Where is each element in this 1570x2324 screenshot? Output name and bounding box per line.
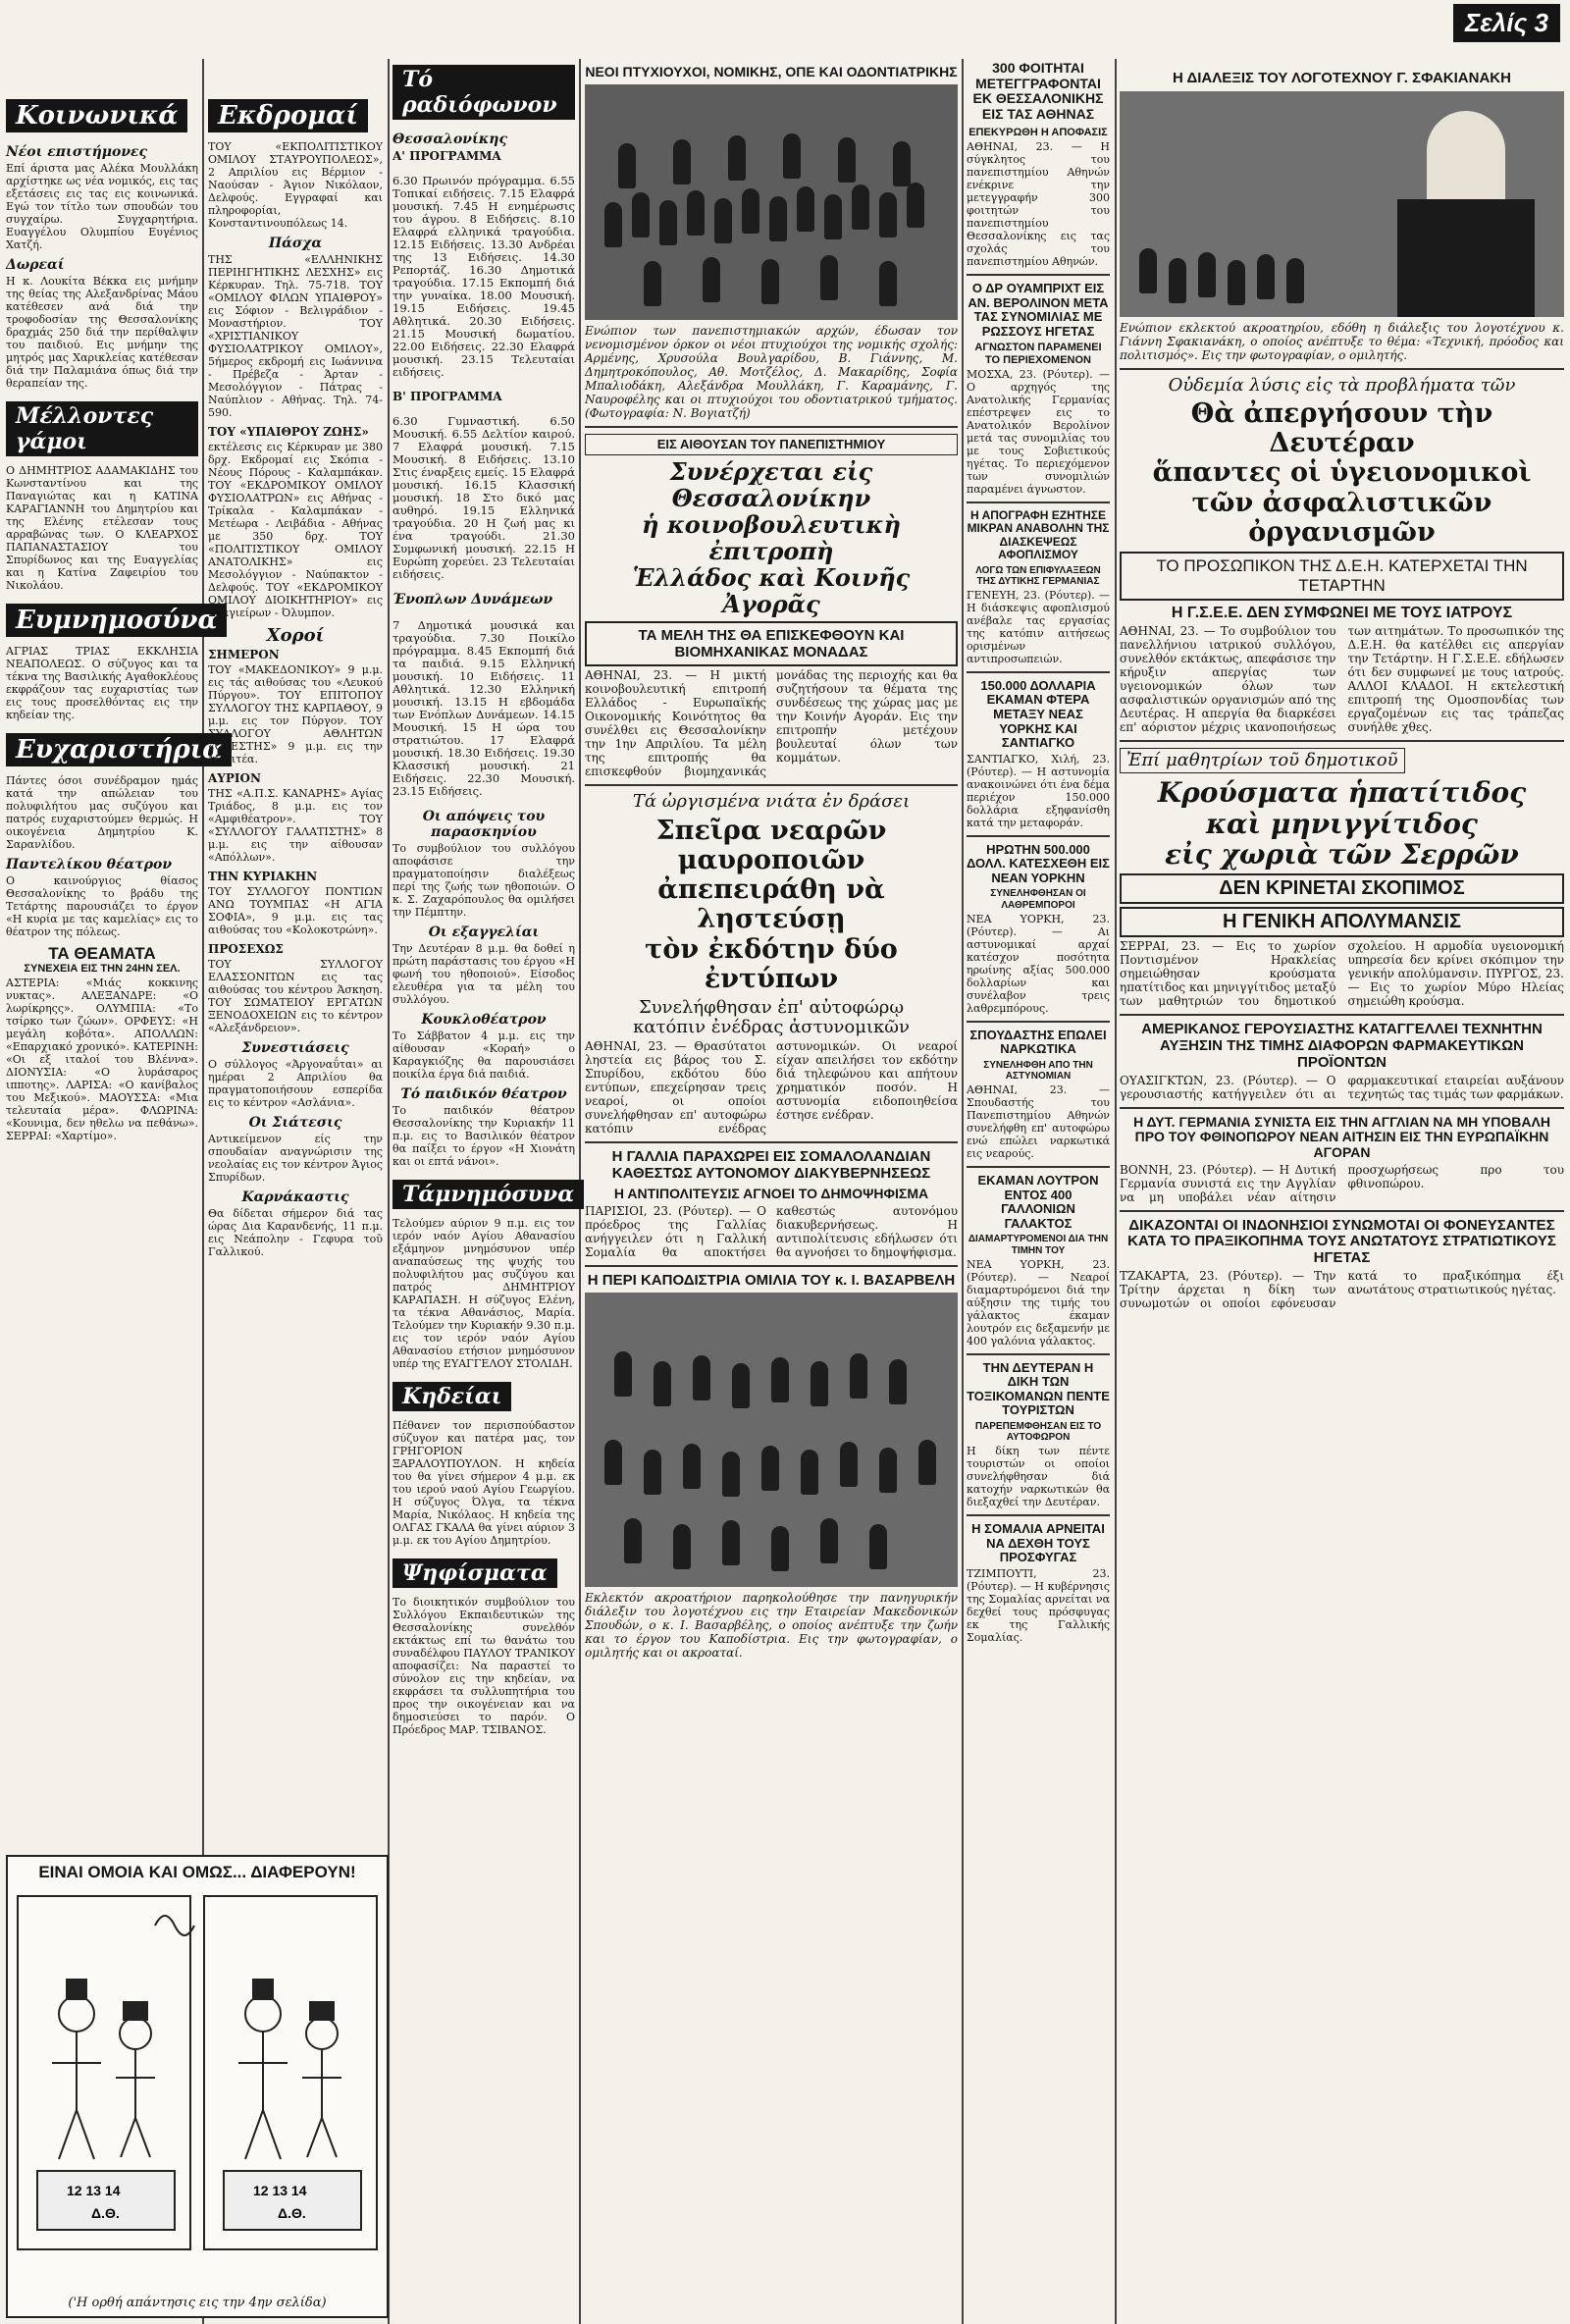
article-text: ΣΑΝΤΙΑΓΚΟ, Χιλή, 23. (Ρόυτερ). — Η αστυνομία ανακοινώνει ότι ένα δέμα περιέχον 150.000 δολλάρια εξηφανίσθη κατά την μεταφοράν. [967, 752, 1110, 829]
subheading: Δωρεαί [6, 257, 65, 273]
article-text: ΜΟΣΧΑ, 23. (Ρόυτερ). — Ο αρχηγός της Ανατολικής Γερμανίας επέστρεψεν εις το Ανατολικόν Βερολίνον μετά τας συνομιλίας του με τους Σοβιετικούς ηγέτας. Το περιεχόμενον των συνομιλιών παραμένει άγνωστον. [967, 367, 1110, 496]
section-header-resolutions: Ψηφίσματα [392, 1558, 557, 1588]
photo-caption: Ενώπιον των πανεπιστημιακών αρχών, έδωσαν τον νενομισμένον όρκον οι νέοι πτυχιούχοι της νομικής σχολής: Αρμένης, Χρυσούλα Βουλγαρίδου, Β. Γιάννης, Μ. Δημητροκόπουλος, Αθ. Μοτζέλος, Δ. Μακαρίδης, Σοφία Μπαλιοδάκη, Αλεξάνδρα Μουλλάκη, Γ. Καραμάνης, Γ. Ναυροφέλης και οι πτυχιούχοι του οδοντιατρικού τμήματος. (Φωτογραφία: Ν. Βογιατζή) [585, 323, 958, 420]
article-text: ΑΘΗΝΑΙ, 23. — Η μικτή κοινοβουλευτική επιτροπή Ελλάδος - Ευρωπαϊκής Οικονομικής Κοινότητος θα συνέλθει εις Θεσσαλονίκην την 1ην Απριλίου. Τα μέλη της επιτροπής θα επισκεφθούν βιομηχανικάς μονάδας της περιοχής και θα συζητήσουν τα θέματα της συνδέσεως της χώρας μας με την Κοινήν Αγοράν. Εις την επιτροπήν μετέχουν βουλευταί όλων των κομμάτων. [585, 668, 958, 779]
article-text: ΑΓΡΙΑΣ ΤΡΙΑΣ ΕΚΚΛΗΣΙΑ ΝΕΑΠΟΛΕΩΣ. Ο σύζυγος και τα τέκνα της Βασιλικής Αγαθοκλέους εκφράζουν τας ευχαριστίας των εις τους προσελθόντας εις την κηδείαν της. [6, 645, 198, 721]
headline-line: Κρούσματα ἡπατίτιδος [1157, 776, 1527, 810]
headline: ΤΗΝ ΔΕΥΤΕΡΑΝ Η ΔΙΚΗ ΤΩΝ ΤΟΞΙΚΟΜΑΝΩΝ ΠΕΝΤΕ ΤΟΥΡΙΣΤΩΝ [967, 1359, 1110, 1418]
article-text: ΒΟΝΝΗ, 23. (Ρόυτερ). — Η Δυτική Γερμανία συνιστά εις την Αγγλίαν να μη υποβάλει νέαν αίτησιν προσχωρήσεως προ του φθινοπώρου. [1120, 1162, 1564, 1204]
article-text: Η δίκη των πέντε τουριστών οι οποίοι συνελήφθησαν διά κατοχήν ναρκωτικών θα διεξαχθεί την Δευτέραν. [967, 1445, 1110, 1509]
section-header-memorials: Ευμνημοσύνα [6, 604, 227, 637]
section-header-thanks: Ευχαριστήρια [6, 733, 232, 766]
headline: Η ΓΑΛΛΙΑ ΠΑΡΑΧΩΡΕΙ ΕΙΣ ΣΟΜΑΛΟΛΑΝΔΙΑΝ ΚΑΘΕΣΤΩΣ ΑΥΤΟΝΟΜΟΥ ΔΙΑΚΥΒΕΡΝΗΣΕΩΣ [611, 1148, 931, 1183]
lecture-photo [585, 1293, 958, 1587]
article-text: ΤΖΙΜΠΟΥΤΙ, 23. (Ρόυτερ). — Η κυβέρνησις της Σομαλίας αρνείται να δεχθεί τους πρόσφυγας εκ της Γαλλικής Σομαλίας. [967, 1566, 1110, 1644]
kicker: Ἐπί μαθητρίων τοῦ δημοτικοῦ [1120, 748, 1405, 773]
headline-line: τῶν ἀσφαλιστικῶν ὀργανισμῶν [1191, 487, 1492, 548]
headline: 150.000 ΔΟΛΛΑΡΙΑ ΕΚΑΜΑΝ ΦΤΕΡΑ ΜΕΤΑΞΥ ΝΕΑΣ ΥΟΡΚΗΣ ΚΑΙ ΣΑΝΤΙΑΓΚΟ [980, 677, 1096, 751]
subheadline: ΔΙΑΜΑΡΤΥΡΟΜΕΝΟΙ ΔΙΑ ΤΗΝ ΤΙΜΗΝ ΤΟΥ [968, 1234, 1109, 1256]
cartoon-box [6, 1855, 389, 2318]
subheading: ΑΥΡΙΟΝ [208, 771, 261, 785]
subheading: ΠΡΟΣΕΧΩΣ [208, 942, 284, 956]
cartoon-sign: Δ.Θ. [278, 2205, 306, 2221]
article-text: ΠΑΡΙΣΙΟΙ, 23. (Ρόυτερ). — Ο πρόεδρος της Γαλλίας ανήγγειλεν ότι η Γαλλική Σομαλία θα αποκτήσει καθεστώς αυτονόμου διακυβερνήσεως. Η αντιπολίτευσις εδήλωσεν ότι θα αγνοήσει το δημοψήφισμα. [585, 1203, 958, 1259]
headline-line: καὶ μηνιγγίτιδος [1206, 807, 1478, 840]
headline: Ο ΔΡ ΟΥΑΜΠΡΙΧΤ ΕΙΣ ΑΝ. ΒΕΡΟΛΙΝΟΝ ΜΕΤΑ ΤΑΣ ΣΥΝΟΜΙΛΙΑΣ ΜΕ ΡΩΣΣΟΥΣ ΗΓΕΤΑΣ [968, 281, 1109, 339]
subheadline-box: ΤΟ ΠΡΟΣΩΠΙΚΟΝ ΤΗΣ Δ.Ε.Η. ΚΑΤΕΡΧΕΤΑΙ ΤΗΝ ΤΕΤΑΡΤΗΝ [1120, 552, 1564, 601]
subheadline: ΣΥΝΕΛΗΦΘΗ ΑΠΟ ΤΗΝ ΑΣΤΥΝΟΜΙΑΝ [983, 1059, 1093, 1082]
article-text: Επί άριστα μας Αλέκα Μουλλάκη αρχίστηκε ως νέα νομικός, εις τας εξετάσεις εις τας εις κοινωνικά. Εγώ τον τίτλο των σπουδών του συγχαίρω. Συγχαρητήρια. Ευαγγέλου Ολυμπίου Ευγένιος Χατζή. [6, 162, 198, 251]
article-text: ΑΘΗΝΑΙ, 23. — Σπουδαστής του Πανεπιστημίου Αθηνών συνελήφθη επ' αυτοφώρω ενώ επώλει ναρκωτικά εις νεαρούς. [967, 1083, 1110, 1161]
article-text: ΑΘΗΝΑΙ, 23. — Το συμβούλιον του πανελλήνιου ιατρικού συλλόγου, συνελθόν εκτάκτως, απεφάσισε την κήρυξιν απεργίας των υγειονομικών όλων των ασφαλιστικών οργανισμών από της Δευτέρας. Η απεργία θα διαρκέσει επ' αόριστον μέχρις ικανοποιήσεως των αιτημάτων. Το προσωπικόν της Δ.Ε.Η. θα κατέλθει εις απεργίαν την Τετάρτην. Η Γ.Σ.Ε.Ε. εδήλωσεν ότι δεν συμφωνεί με τους ιατρούς. ΑΛΛΟΙ ΚΛΑΔΟΙ. Η εκτελεστική επιτροπή της Ομοσπονδίας των εργαζομένων εις τας τράπεζας συνήλθε χθες. [1120, 624, 1564, 735]
photo-caption: Ενώπιον εκλεκτού ακροατηρίου, εδόθη η διάλεξις του λογοτέχνου κ. Γιάννη Σφακιανάκη, ο οποίος ανέπτυξε το θέμα: «Τεχνική, πρόοδος και πολιτισμός». Εις την φωτογραφίαν, ο ομιλητής. [1120, 320, 1564, 362]
article-text: ΑΘΗΝΑΙ, 23. — Η σύγκλητος του πανεπιστημίου Αθηνών ενέκρινε την μετεγγραφήν 300 φοιτητών του πανεπιστημίου Θεσσαλονίκης εις τας σχολάς του πανεπιστημίου Αθηνών. [967, 140, 1110, 268]
headline: ΔΙΚΑΖΟΝΤΑΙ ΟΙ ΙΝΔΟΝΗΣΙΟΙ ΣΥΝΩΜΟΤΑΙ ΟΙ ΦΟΝΕΥΣΑΝΤΕΣ ΚΑΤΑ ΤΟ ΠΡΑΞΙΚΟΠΗΜΑ ΤΟΥΣ ΑΝΩΤΑΤΟΥΣ ΣΤΡΑΤΙΩΤΙΚΟΥΣ ΗΓΕΤΑΣ [1127, 1216, 1556, 1267]
article-text: ΝΕΑ ΥΟΡΚΗ, 23. (Ρόυτερ). — Νεαροί διαμαρτυρόμενοι διά την αύξησιν της τιμής του γάλακτος έκαμαν λουτρόν εις δεξαμενήν με 400 γαλόνια γάλακτος. [967, 1257, 1110, 1347]
section-header-radio: Τό ραδιόφωνον [392, 65, 575, 120]
cartoon-caption: ('Η ορθή απάντησις εις την 4ην σελίδα) [68, 2296, 327, 2310]
article-text: Το Σάββατον 4 μ.μ. εις την αίθουσαν «Κοραή» ο Καραγκιόζης θα παρουσιάσει ποικίλα έργα διά παιδιά. [392, 1030, 575, 1081]
article-text: ΤΗΣ «ΕΛΛΗΝΙΚΗΣ ΠΕΡΙΗΓΗΤΙΚΗΣ ΛΕΣΧΗΣ» εις Κέρκυραν. Τηλ. 75-718. ΤΟΥ «ΟΜΙΛΟΥ ΦΙΛΩΝ ΥΠΑΙΘΡΟΥ» εις Σόφιον - Βελιγράδιον - Μοναστήριον. ΤΟΥ «ΧΡΙΣΤΙΑΝΙΚΟΥ ΦΥΣΙΟΛΑΤΡΙΚΟΥ ΟΜΙΛΟΥ», 5ήμερος εκδρομή εις Ιωάννινα - Πρέβεζα - Άρταν - Μεσολόγγιον - Πάτρας - Ναύπλιον - Αθήνας. Τηλ. 74-590. [208, 253, 383, 419]
page-number: Σελίς 3 [1453, 4, 1560, 42]
divider [585, 426, 958, 428]
divider [967, 671, 1110, 673]
headline-line: Συνέρχεται εἰς Θεσσαλονίκην [669, 457, 873, 513]
article-text: Πέθανεν τον περισπούδαστον σύζυγον και πατέρα μας, τον ΓΡΗΓΟΡΙΟΝ ΞΑΡΑΛΟΥΠΟΥΛΟΝ. Η κηδεία του θα γίνει σήμερον 4 μ.μ. εκ του ιερού ναού Αγίου Γεωργίου. Η σύζυγος Όλγα, τα τέκνα Μαρία, Νικόλαος. Η κηδεία της ΟΛΓΑΣ ΓΚΑΛΑ θα γίνει αύριον 3 μ.μ. εκ του Αγίου Δημητρίου. [392, 1419, 575, 1547]
lecture-speaker-photo [1120, 91, 1564, 317]
subheading: Οι απόψεις του παρασκηνίου [422, 809, 546, 840]
section-header-social: Κοινωνικά [6, 99, 187, 132]
article-text: ΤΟΥ «ΜΑΚΕΔΟΝΙΚΟΥ» 9 μ.μ. εις τάς αιθούσας του «Λευκού Πύργου». ΤΟΥ ΕΠΙΤΟΠΟΥ ΣΥΛΛΟΓΟΥ ΤΗΣ ΚΑΡΠΑΘΟΥ, 9 μ.μ. εις τον Πύργον. ΤΟΥ ΣΥΛΛΟΓΟΥ ΑΘΛΗΤΩΝ «ΟΡΕΣΤΗΣ» 9 μ.μ. εις την Μελιτέα. [208, 663, 383, 766]
column-6 [1120, 0, 1564, 2324]
headline-line: ἡ κοινοβουλευτικὴ ἐπιτροπὴ [642, 509, 901, 565]
subheadline: ΠΑΡΕΠΕΜΦΘΗΣΑΝ ΕΙΣ ΤΟ ΑΥΤΟΦΩΡΟΝ [974, 1420, 1102, 1444]
article-text: ΤΖΑΚΑΡΤΑ, 23. (Ρόυτερ). — Την Τρίτην άρχεται η δίκη των συνωμοτών οι οποίοι εφόνευσαν κατά το πραξικόπημα έξι ανωτάτους στρατιωτικούς ηγέτας. [1120, 1269, 1564, 1311]
cartoon-drawing [8, 1886, 387, 2298]
headline-line: ἅπαντες οἱ ὑγειονομικοὶ [1152, 457, 1532, 489]
section-header-funerals: Κηδείαι [392, 1382, 511, 1411]
photo-headline: Η ΠΕΡΙ ΚΑΠΟΔΙΣΤΡΙΑ ΟΜΙΛΙΑ ΤΟΥ κ. Ι. ΒΑΣΑΡΒΕΛΗ [587, 1271, 956, 1289]
radio-program: 6.30 Γυμναστική. 6.50 Μουσική. 6.55 Δελτίον καιρού. 7 Ελαφρά μουσική. 7.15 Μουσική. 8 Ειδήσεις. 13.10 Στις έναρξεις εμείς. 15 Ελαφρά μουσική. 16.15 Κλασσική μουσική. 18 Στο δικό μας αυθηρό. 19.15 Ελληνικά τραγούδια. 20 Η ζωή μας κι ένα τραγούδι. 21.30 Συμφωνική μουσική. 22.15 Η Ευρώπη χορεύει. 23 Τελευταίαι ειδήσεις. [392, 413, 575, 581]
column-rule [1115, 59, 1117, 2324]
subheading: Κουκλοθέατρον [421, 1012, 547, 1028]
headline-line: ἀπεπειράθη νὰ ληστεύσῃ [657, 874, 885, 935]
subheading: Οι εξαγγελίαι [428, 924, 540, 940]
headline [585, 459, 958, 617]
divider [585, 784, 958, 786]
subheading: Τό παιδικόν θέατρον [400, 1086, 567, 1102]
divider [967, 274, 1110, 276]
section-header-excursions: Εκδρομαί [208, 99, 368, 132]
headline-line: Ἑλλάδος καὶ Κοινῆς Ἀγορᾶς [632, 562, 911, 618]
article-text: ΤΟΥ «ΕΚΠΟΛΙΤΙΣΤΙΚΟΥ ΟΜΙΛΟΥ ΣΤΑΥΡΟΥΠΟΛΕΩΣ», 2 Απριλίου εις Βέρμιον - Ναούσαν - Άγιον Νικόλαον, Δελφούς. Εγγραφαί και πληροφορίαι, Κονσταντινουπόλεως 14. [208, 140, 383, 230]
divider [967, 1021, 1110, 1023]
headline-line: εἰς χωριὰ τῶν Σερρῶν [1165, 837, 1519, 871]
subheadline-box: ΤΑ ΜΕΛΗ ΤΗΣ ΘΑ ΕΠΙΣΚΕΦΘΟΥΝ ΚΑΙ ΒΙΟΜΗΧΑΝΙΚΑΣ ΜΟΝΑΔΑΣ [585, 621, 958, 666]
article-text: εκτέλεσις εις Κέρκυραν με 380 δρχ. Εκδρομαί εις Σκόπια - Νέους Πόρους - Καλαμπάκαν. ΤΟΥ «ΕΚΔΡΟΜΙΚΟΥ ΟΜΙΛΟΥ ΦΥΣΙΟΛΑΤΡΩΝ» εις Αθήνας - Τρίκαλα - Καλαμπάκαν - Μετέωρα - Λειβάδια - Αθήνας με 350 δρχ. ΤΟΥ «ΠΟΛΙΤΙΣΤΙΚΟΥ ΟΜΙΛΟΥ ΑΝΑΤΟΛΙΚΗΣ» εις Μεσολόγγιον - Ναύπακτον - Δελφούς. ΤΟΥ «ΕΚΔΡΟΜΙΚΟΥ ΟΜΙΛΟΥ ΔΙΟΙΚΗΤΗΡΙΟΥ» εις Σταγιείρων - Όλυμπον. [208, 441, 383, 619]
subheading: Νέοι επιστήμονες [6, 144, 148, 160]
divider [967, 1353, 1110, 1355]
photo-headline: ΝΕΟΙ ΠΤΥΧΙΟΥΧΟΙ, ΝΟΜΙΚΗΣ, ΟΠΕ ΚΑΙ ΟΔΟΝΤΙΑΤΡΙΚΗΣ [585, 64, 958, 79]
subheading: ΣΗΜΕΡΟΝ [208, 648, 280, 661]
headline: ΗΡΩΤΗΝ 500.000 ΔΟΛΛ. ΚΑΤΕΣΧΕΘΗ ΕΙΣ ΝΕΑΝ ΥΟΡΚΗΝ [967, 841, 1110, 885]
radio-program: 6.30 Πρωινόν πρόγραμμα. 6.55 Τοπικαί ειδήσεις. 7.15 Ελαφρά μουσική. 7.45 Η ενημέρωσις του άγρου. 8 Ειδήσεις. 8.10 Ελαφρά ελληνικά τραγούδια. 12.15 Ειδήσεις. 13.30 Ανδρέαι της 13 Ειδήσεις. 14.30 Ρεπορτάζ. 16.30 Δημοτικά τραγούδια. 17.15 Εκπομπή διά την γυναίκα. 18.00 Μουσική. 19.15 Ειδήσεις. 19.45 Αθλητικά. 20.30 Ειδήσεις. 21.15 Μουσική δωματίου. 22.00 Ειδήσεις. 22.30 Ελαφρά μουσική. 23.15 Τελευταίαι ειδήσεις. [392, 173, 575, 379]
column-4 [585, 0, 958, 2324]
article-text: Το συμβούλιον του συλλόγου αποφάσισε την πραγματοποίησιν διαλέξεως περί της ζωής των ηθοποιών. Ο κ. Σ. Ζαχαρόπουλος θα ομιλήσει την Πέμπτην. [392, 842, 575, 919]
article-text: ΟΥΑΣΙΓΚΤΩΝ, 23. (Ρόυτερ). — Ο γερουσιαστής κατήγγειλεν ότι αι φαρμακευτικαί εταιρείαι αυξάνουν τεχνητώς τας τιμάς των φαρμάκων. [1120, 1073, 1564, 1101]
section-header-dances: Χοροί [266, 625, 325, 646]
subheading: ΤΟΥ «ΥΠΑΙΘΡΟΥ ΖΩΗΣ» [208, 425, 369, 439]
divider [1120, 1210, 1564, 1212]
section-header-memorial-services: Τάμνημόσυνα [392, 1180, 584, 1209]
subheadline: ΣΥΝΕΛΗΦΘΗΣΑΝ ΟΙ ΛΑΘΡΕΜΠΟΡΟΙ [990, 888, 1086, 911]
headline: Η ΔΥΤ. ΓΕΡΜΑΝΙΑ ΣΥΝΙΣΤΑ ΕΙΣ ΤΗΝ ΑΓΓΛΙΑΝ ΝΑ ΜΗ ΥΠΟΒΑΛΗ ΠΡΟ ΤΟΥ ΦΘΙΝΟΠΩΡΟΥ ΝΕΑΝ ΑΙΤΗΣΙΝ ΕΙΣ ΤΗΝ ΕΥΡΩΠΑΪΚΗΝ ΑΓΟΡΑΝ [1133, 1113, 1550, 1160]
divider [1120, 1107, 1564, 1109]
headline: ΣΠΟΥΔΑΣΤΗΣ ΕΠΩΛΕΙ ΝΑΡΚΩΤΙΚΑ [969, 1027, 1107, 1057]
article-text: Το παιδικόν θέατρον Θεσσαλονίκης την Κυριακήν 11 π.μ. εις το Βασιλικόν θέατρον θα παίξει το έργον «Η Χιονάτη και οι επτά νάνοι». [392, 1104, 575, 1168]
subheading: Θεσσαλονίκης [392, 132, 507, 147]
subheading: Παντελίκου θέατρον [6, 857, 173, 872]
headline: ΕΚΑΜΑΝ ΛΟΥΤΡΟΝ ΕΝΤΟΣ 400 ΓΑΛΛΟΝΙΩΝ ΓΑΛΑΚΤΟΣ [977, 1173, 1099, 1231]
article-text: ΑΣΤΕΡΙΑ: «Μιάς κοκκινης νυκτας». ΑΛΕΞΑΝΔΡΕ: «Ο λωρίκρηςς». ΟΛΥΜΠΙΑ: «Το τσίρκο των ζώων». ΟΡΦΕΥΣ: «Η μεγάλη κοβότα». ΑΠΟΛΛΩΝ: «Επαρχιακό χρονικό». ΚΑΤΕΡΙΝΗ: «Οι εξ ιταλοί του Βλέννα». ΔΙΟΝΥΣΙΑ: «Ο λυράσαρος ιπποτης». ΛΑΡΙΣΑ: «Ο κανίβαλος του Μεξικού». ΜΑΟΥΣΣΑ: «Μια τελευταία μέρα». ΦΛΩΡΙΝΑ: «Κουνιμα, δεν ηθελω να πεθάνω». ΣΕΡΡΑΙ: «Χαρτίμο». [6, 977, 198, 1143]
subheading: Α' ΠΡΟΓΡΑΜΜΑ [392, 149, 501, 163]
headline-line: Θὰ ἀπεργήσουν τὴν Δευτέραν [1190, 397, 1493, 459]
article-text: Ο σύλλογος «Άργοναΰται» αι ημέραι 2 Απριλίου θα πραγματοποιήσουν εσπερίδα εις το κέντρον «Ασλάνια». [208, 1058, 383, 1109]
headline-line: τὸν ἐκδότην δύο ἐντύπων [645, 933, 898, 994]
column-5 [967, 0, 1110, 2324]
article-text: Το διοικητικόν συμβούλιον του Συλλόγου Εκπαιδευτικών της Θεσσαλονίκης συνελθόν εκτάκτως επί τω θανάτω του συναδέλφου ΠΑΥΛΟΥ ΤΡΑΝΙΚΟΥ αποφασίζει: Να παραστεί το σύνολον εις την κηδείαν, να εκφράσει τα συλλυπητήρια του προς την οικογένειαν και να δημοσιεύσει το παρόν. Ο Πρόεδρος ΜΑΡ. ΤΣΙΒΑΝΟΣ. [392, 1596, 575, 1736]
divider [967, 1166, 1110, 1168]
headline: 300 ΦΟΙΤΗΤΑΙ ΜΕΤΕΓΓΡΑΦΟΝΤΑΙ ΕΚ ΘΕΣΣΑΛΟΝΙΚΗΣ ΕΙΣ ΤΑΣ ΑΘΗΝΑΣ [972, 60, 1104, 123]
section-header-engagements: Μέλλοντες γάμοι [6, 401, 198, 456]
kicker: ΕΙΣ ΑΙΘΟΥΣΑΝ ΤΟΥ ΠΑΝΕΠΙΣΤΗΜΙΟΥ [585, 434, 958, 456]
radio-program: 7 Δημοτικά μουσικά και τραγούδια. 7.30 Ποικίλο πρόγραμμα. 8.45 Εκπομπή διά τα παιδιά. 9.15 Ελληνική μουσική. 10 Ειδήσεις. 11 Αθλητικά. 12.30 Ελληνική μουσική. 13.15 Η εβδομάδα των Ενόπλων Δυνάμεων. 14.15 Μουσική. 15 Η ώρα του στρατιώτου. 17 Ελαφρά μουσική. 18.30 Ειδήσεις. 19.30 Κλασσική μουσική. 21 Ειδήσεις. 22.30 Μουσική. 23.15 Ειδήσεις. [392, 617, 575, 798]
subheadline: κατόπιν ἐνέδρας ἀστυνομικῶν [633, 1017, 910, 1038]
article-text: Ο καινούργιος θίασος Θεσσαλονίκης το βράδυ της Τετάρτης παρουσιάζει το έργον «Η κυρία με τας καμελίας» εις το θέατρον της πόλεως. [6, 874, 198, 938]
subheading: Συνεστιάσεις [241, 1040, 349, 1056]
article-text: Την Δευτέραν 8 μ.μ. θα δοθεί η πρώτη παράστασις του έργου «Η φωνή του ηθοποιού». Είσοδος ελευθέρα για τα μέλη του συλλόγου. [392, 942, 575, 1006]
cartoon-sign: 12 13 14 [253, 2183, 307, 2198]
divider [1120, 368, 1564, 370]
divider [585, 1141, 958, 1143]
headline: Η ΣΟΜΑΛΙΑ ΑΡΝΕΙΤΑΙ ΝΑ ΔΕΧΘΗ ΤΟΥΣ ΠΡΟΣΦΥΓΑΣ [971, 1521, 1105, 1565]
article-text: ΤΟΥ ΣΥΛΛΟΓΟΥ ΠΟΝΤΙΩΝ ΑΝΩ ΤΟΥΜΠΑΣ «Η ΑΓΙΑ ΣΟΦΙΑ», 9 μ.μ. εις τας αιθούσας του «Κολοκοτρώνη». [208, 885, 383, 936]
divider [967, 835, 1110, 837]
subheading: ΤΗΝ ΚΥΡΙΑΚΗΝ [208, 870, 318, 883]
subheading: Β' ΠΡΟΓΡΑΜΜΑ [392, 390, 502, 403]
subheading: Ένοπλων Δυνάμεων [392, 592, 553, 607]
subheadline: ΛΟΓΩ ΤΩΝ ΕΠΙΦΥΛΑΞΕΩΝ ΤΗΣ ΔΥΤΙΚΗΣ ΓΕΡΜΑΝΙΑΣ [975, 564, 1101, 587]
column-rule [962, 59, 964, 2324]
divider [585, 1265, 958, 1267]
article-text: Θα δίδεται σήμερον διά τας ώρας Δια Καρανδενής, 11 π.μ. εις Νεάπολην - Γεφυρα τοῦ Γαλλικού. [208, 1207, 383, 1258]
subheadline: ΕΠΕΚΥΡΩΘΗ Η ΑΠΟΦΑΣΙΣ [968, 126, 1108, 138]
subheadline: ΑΓΝΩΣΤΟΝ ΠΑΡΑΜΕΝΕΙ ΤΟ ΠΕΡΙΕΧΟΜΕΝΟΝ [974, 342, 1102, 366]
subheading: Οι Σιάτεσις [248, 1115, 342, 1131]
photo-headline: Η ΔΙΑΛΕΞΙΣ ΤΟΥ ΛΟΓΟΤΕΧΝΟΥ Γ. ΣΦΑΚΙΑΝΑΚΗ [1173, 70, 1511, 86]
headline [585, 817, 958, 994]
article-text: Η κ. Λουκίτα Βέκκα εις μνήμην της θείας της Αλεξανδρίνας Μάου κατέθεσεν ανά διά την τροφοδοσίαν της Θεσσαλονίκης δραχμάς 250 διά την περίθαλψιν του παιδιού. Εις μνήμην της μητρός μας Χαρικλείας κατέθεσαν διά την Παλαμιάνα όπως διά την θεραπείαν της. [6, 275, 198, 390]
headline-line: Σπεῖρα νεαρῶν μαυροποιῶν [655, 815, 887, 875]
article-text: ΤΟΥ ΣΥΛΛΟΓΟΥ ΕΛΑΣΣΟΝΙΤΩΝ εις τας αιθούσας του κέντρου Άσκηση. ΤΟΥ ΣΩΜΑΤΕΙΟΥ ΕΡΓΑΤΩΝ ΞΕΝΟΔΟΧΕΙΩΝ εις το κέντρον «Αλεξάνδρειον». [208, 958, 383, 1034]
kicker: Τά ὠργισμένα νιάτα ἐν δράσει [632, 791, 911, 813]
subheading: Πάσχα [268, 236, 323, 251]
article-text: ΝΕΑ ΥΟΡΚΗ, 23. (Ρόυτερ). — Αι αστυνομικαί αρχαί κατέσχον ποσότητα ηρωίνης αξίας 500.000 δολλαρίων και συνέλαβον τρεις λαθρεμπόρους. [967, 912, 1110, 1015]
cartoon-sign: 12 13 14 [67, 2183, 121, 2198]
article-text: Αντικείμενον είς την σπουδαίαν αναγνώρισιν της νεολαίας εις τον κέντρον Άγιος Σπυρίδων. [208, 1133, 383, 1184]
section-header-shows: ΤΑ ΘΕΑΜΑΤΑ [48, 944, 156, 963]
column-3 [392, 0, 575, 2324]
article-text: ΣΕΡΡΑΙ, 23. — Εις το χωρίον Ποντισμένον Ηρακλείας σημειώθησαν κρούσματα ηπατίτιδος και μηνιγγίτιδος μεταξύ των μαθητριών του δημοτικού σχολείου. Η αρμοδία υγειονομική υπηρεσία δεν κρίνει σκόπιμον την γενικήν απολύμανσιν. ΠΥΡΓΟΣ, 23. — Εις το χωρίον Μύρο Ηλείας σημειώθη κρούσμα. [1120, 939, 1564, 1009]
article-text: ΤΗΣ «Α.Π.Σ. ΚΑΝΑΡΗΣ» Αγίας Τριάδος, 8 μ.μ. εις τον «Αμφιθέατρον». ΤΟΥ «ΣΥΛΛΟΓΟΥ ΓΑΛΑΤΙΣΤΗΣ» 8 μ.μ. εις την αίθουσαν «Απόλλων». [208, 787, 383, 864]
headline [1120, 399, 1564, 548]
article-text: Πάντες όσοι συνέδραμον ημάς κατά την απώλειαν του πολυφιλήτου μας συζύγου και πατρός ευχαριστούμεν θερμώς. Η οικογένεια Δημητρίου Κ. Σαρανλίδου. [6, 774, 198, 851]
cartoon-sign: Δ.Θ. [91, 2205, 120, 2221]
divider [1120, 740, 1564, 742]
headline: ΑΜΕΡΙΚΑΝΟΣ ΓΕΡΟΥΣΙΑΣΤΗΣ ΚΑΤΑΓΓΕΛΛΕΙ ΤΕΧΝΗΤΗΝ ΑΥΞΗΣΙΝ ΤΗΣ ΤΙΜΗΣ ΔΙΑΦΟΡΩΝ ΦΑΡΜΑΚΕΥΤΙΚΩΝ ΠΡΟΪΟΝΤΩΝ [1141, 1021, 1543, 1071]
subheadline: Η ΑΝΤΙΠΟΛΙΤΕΥΣΙΣ ΑΓΝΟΕΙ ΤΟ ΔΗΜΟΨΗΦΙΣΜΑ [613, 1185, 929, 1201]
subheading: Καρνάκαστις [241, 1189, 349, 1205]
photo-caption: Εκλεκτόν ακροατήριον παρηκολούθησε την πανηγυρικήν διάλεξιν του λογοτέχνου εις την Εταιρείαν Μακεδονικών Σπουδών, ο κ. Ι. Βασαρβέλης, ο οποίος ανέπτυξε την ζωήν και το έργον του Καποδίστρια. Εις την φωτογραφίαν, ο ομιλητής και οι ακροαταί. [585, 1591, 958, 1661]
cartoon-title: ΕΙΝΑΙ ΟΜΟΙΑ ΚΑΙ ΟΜΩΣ... ΔΙΑΦΕΡΟΥΝ! [38, 1863, 356, 1881]
column-2 [208, 0, 383, 1853]
article-text: ΓΕΝΕΥΗ, 23. (Ρόυτερ). — Η διάσκεψις αφοπλισμού ανέβαλε τας εργασίας της κατόπιν αιτήσεως ορισμένων αντιπροσωπειών. [967, 588, 1110, 665]
article-text: Τελούμεν αύριον 9 π.μ. εις τον ιερόν ναόν Αγίου Αθανασίου εξάμηνον μνημόσυνον υπέρ αναπαύσεως της ψυχής του πολυφιλήτου μας συζύγου και πατρός ΔΗΜΗΤΡΙΟΥ ΚΑΡΑΠΑΣΗ. Η σύζυγος Ελένη, τα τέκνα Αθανάσιος, Μαρία. Τελούμεν την Κυριακήν 9.30 π.μ. εις τον ιερόν ναόν Αγίου Αθανασίου ετήσιον μνημόσυνον υπέρ της ΕΥΑΓΓΕΛΟΥ ΣΤΟΛΙΔΗ. [392, 1217, 575, 1370]
divider [967, 502, 1110, 503]
subheadline-box: Η ΓΕΝΙΚΗ ΑΠΟΛΥΜΑΝΣΙΣ [1120, 907, 1564, 937]
graduates-photo [585, 84, 958, 320]
article-text: ΑΘΗΝΑΙ, 23. — Θρασύτατοι ληστεία εις βάρος του Σ. Σπυρίδου, εκδότου δύο εντύπων, επεχείρησαν τρεις νεαροί, οι οποίοι συνελήφθησαν επ' αυτοφώρω κατόπιν ενέδρας αστυνομικών. Οι νεαροί είχαν απειλήσει τον εκδότην διά τηλεφώνου και απήτουν χρηματικόν ποσόν. Η αστυνομία ειδοποιηθείσα έστησε ενέδραν. [585, 1039, 958, 1136]
headline [1120, 777, 1564, 870]
subheadline: Συνελήφθησαν ἐπ' αὐτοφώρῳ [638, 997, 905, 1019]
subheadline: Η Γ.Σ.Ε.Ε. ΔΕΝ ΣΥΜΦΩΝΕΙ ΜΕ ΤΟΥΣ ΙΑΤΡΟΥΣ [1171, 605, 1513, 622]
subheadline-box: ΔΕΝ ΚΡΙΝΕΤΑΙ ΣΚΟΠΙΜΟΣ [1120, 873, 1564, 904]
divider [1120, 1014, 1564, 1016]
article-text: Ο ΔΗΜΗΤΡΙΟΣ ΑΔΑΜΑΚΙΔΗΣ του Κωνσταντίνου και της Παναγιώτας και η ΚΑΤΙΝΑ ΚΑΡΑΓΙΑΝΝΗ του Δημητρίου και της Ελένης ετέλεσαν τους αρραβώνας των. Ο ΚΛΕΑΡΧΟΣ ΠΑΠΑΝΑΣΤΑΣΙΟΥ του Σπυρίδωνος και της Ευαγγελίας και η Κατίνα Ζαφειρίου του Νικολάου. [6, 464, 198, 592]
kicker: Οὐδεμία λύσις εἰς τὰ προβλήματα τῶν [1168, 374, 1516, 396]
subheading: ΣΥΝΕΧΕΙΑ ΕΙΣ ΤΗΝ 24ΗΝ ΣΕΛ. [24, 963, 181, 976]
headline: Η ΑΠΟΓΡΑΦΗ ΕΖΗΤΗΣΕ ΜΙΚΡΑΝ ΑΝΑΒΟΛΗΝ ΤΗΣ ΔΙΑΣΚΕΨΕΩΣ ΑΦΟΠΛΙΣΜΟΥ [967, 507, 1110, 562]
divider [967, 1514, 1110, 1516]
